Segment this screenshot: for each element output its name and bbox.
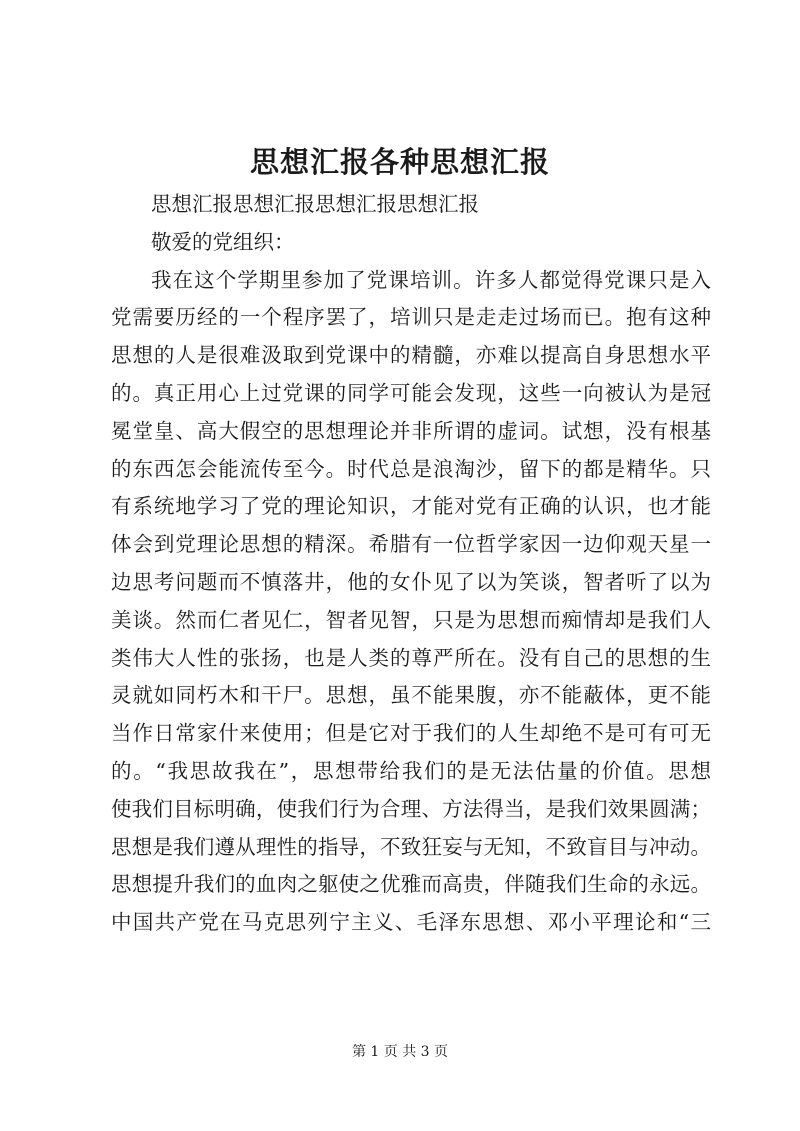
paragraph-line: 美谈。然而仁者见仁，智者见智，只是为思想而痴情却是我们人 — [111, 607, 711, 632]
paragraph-line: 类伟大人性的张扬，也是人类的尊严所在。没有自己的思想的生 — [111, 645, 711, 670]
document-body — [111, 186, 711, 942]
paragraph-line: 的。真正用心上过党课的同学可能会发现，这些一向被认为是冠 — [111, 380, 711, 405]
page-footer: 第 1 页 共 3 页 — [351, 1044, 449, 1060]
paragraph-line: 的东西怎会能流传至今。时代总是浪淘沙，留下的都是精华。只 — [111, 456, 711, 481]
paragraph-line: 思想是我们遵从理性的指导，不致狂妄与无知，不致盲目与冲动。 — [111, 834, 711, 859]
paragraph-line: 边思考问题而不慎落井，他的女仆见了以为笑谈，智者听了以为 — [111, 569, 711, 594]
paragraph-line: 冕堂皇、高大假空的思想理论并非所谓的虚词。试想，没有根基 — [111, 418, 711, 443]
subtitle-line: 思想汇报思想汇报思想汇报思想汇报 — [151, 192, 479, 216]
paragraph-line: 体会到党理论思想的精深。希腊有一位哲学家因一边仰观天星一 — [111, 532, 711, 557]
paragraph-line: 当作日常家什来使用；但是它对于我们的人生却绝不是可有可无 — [111, 721, 711, 746]
paragraph-line: 党需要历经的一个程序罢了，培训只是走走过场而已。抱有这种 — [111, 305, 711, 330]
salutation-line: 敬爱的党组织： — [151, 229, 295, 254]
paragraph-line: 有系统地学习了党的理论知识，才能对党有正确的认识，也才能 — [111, 494, 711, 519]
paragraph-line: 中国共产党在马克思列宁主义、毛泽东思想、邓小平理论和“三 — [111, 910, 711, 935]
paragraph-line: 思想的人是很难汲取到党课中的精髓，亦难以提高自身思想水平 — [111, 343, 711, 368]
paragraph-line: 的。“我思故我在”，思想带给我们的是无法估量的价值。思想 — [111, 758, 711, 783]
paragraph — [111, 262, 711, 942]
paragraph-line: 使我们目标明确，使我们行为合理、方法得当，是我们效果圆满； — [111, 796, 711, 821]
paragraph-line: 我在这个学期里参加了党课培训。许多人都觉得党课只是入 — [151, 267, 711, 292]
document-title: 思想汇报各种思想汇报 — [249, 145, 550, 179]
paragraph-line: 思想提升我们的血肉之躯使之优雅而高贵，伴随我们生命的永远。 — [111, 872, 711, 897]
paragraph-line: 灵就如同朽木和干尸。思想，虽不能果腹，亦不能蔽体，更不能 — [111, 683, 711, 708]
